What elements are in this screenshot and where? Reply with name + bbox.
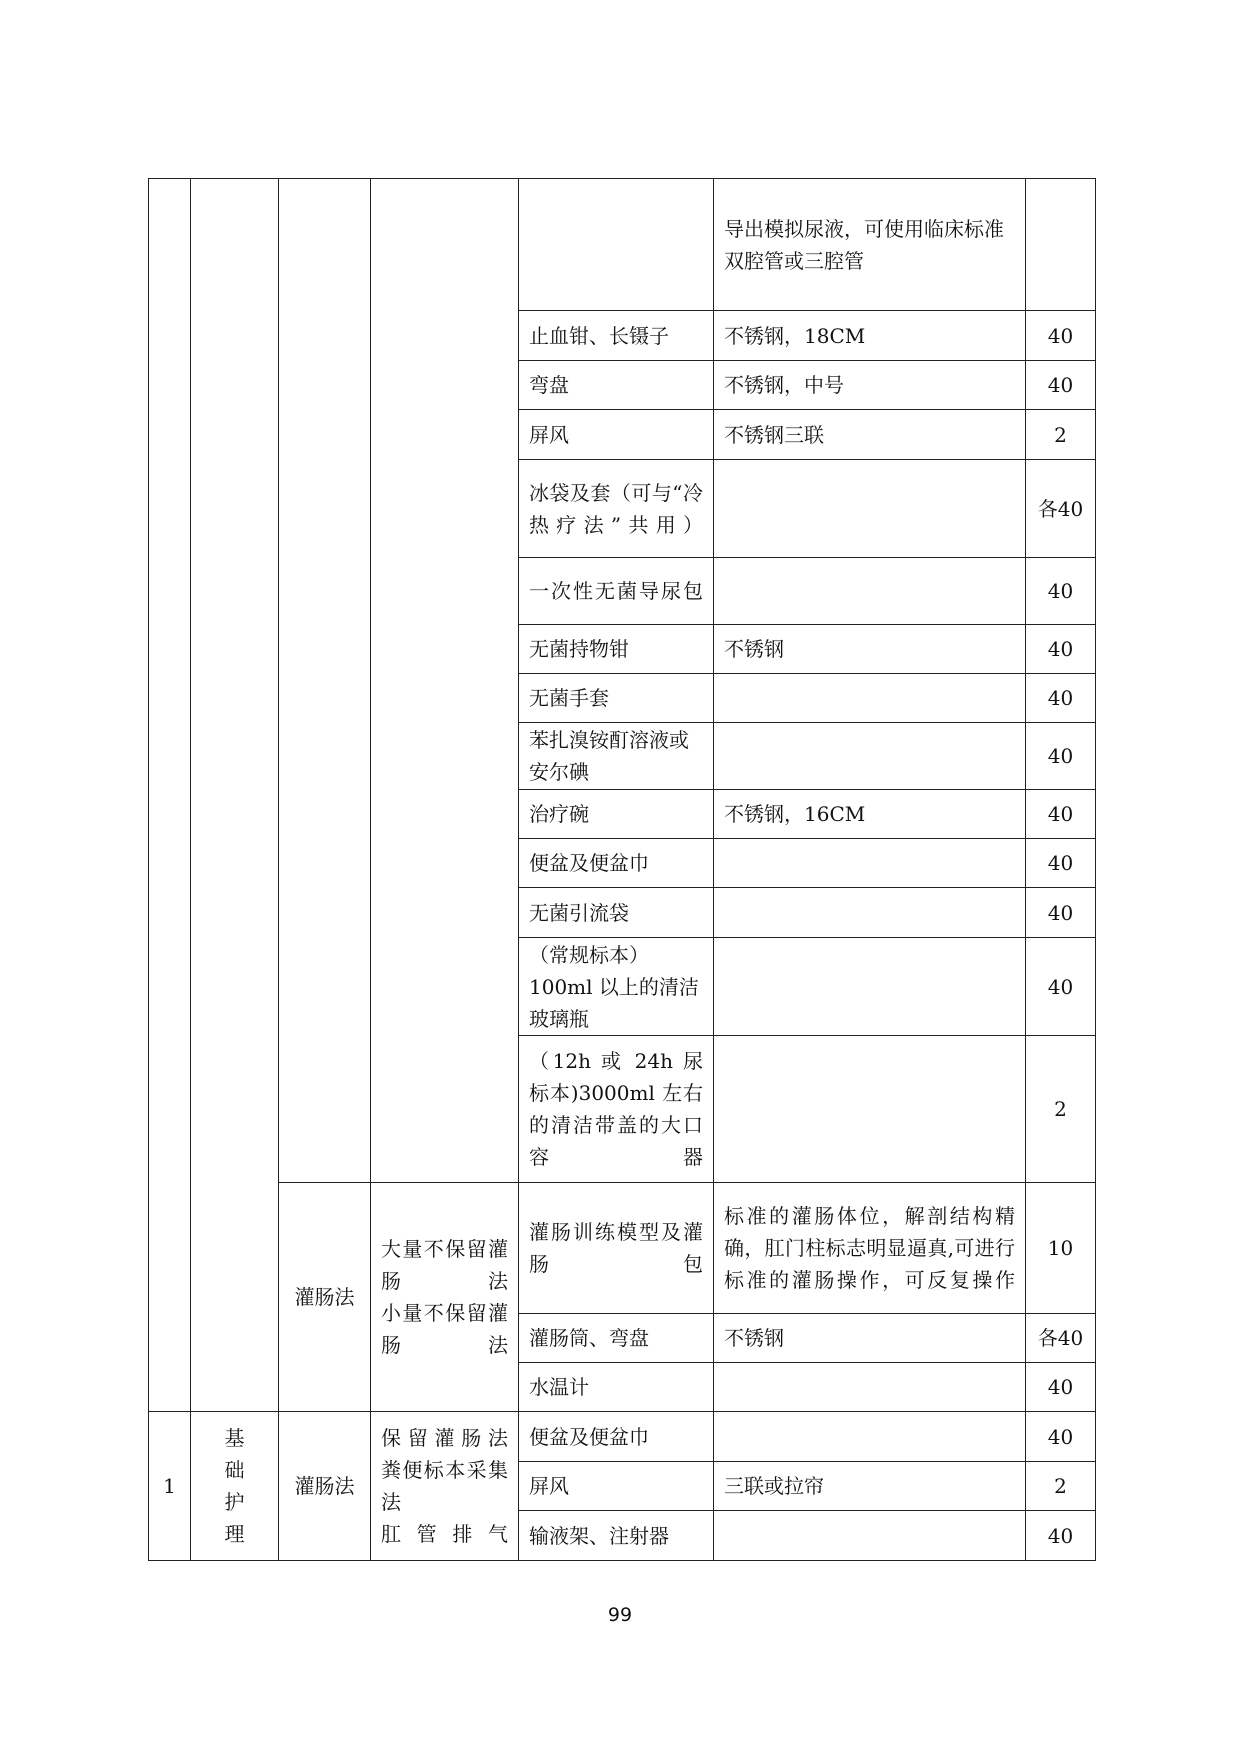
equipment-name: 无菌手套	[519, 674, 714, 723]
equipment-name: 水温计	[519, 1363, 714, 1412]
equipment-spec: 不锈钢，16CM	[714, 790, 1026, 839]
page-number: 99	[607, 1604, 633, 1626]
equipment-spec	[714, 460, 1026, 558]
equipment-qty: 40	[1026, 361, 1096, 410]
equipment-qty: 40	[1026, 938, 1096, 1036]
table-row	[149, 1183, 1096, 1314]
equipment-qty: 10	[1026, 1183, 1096, 1314]
equipment-spec: 不锈钢	[714, 1314, 1026, 1363]
equipment-name: （12h 或 24h 尿标本)3000ml 左右的清洁带盖的大口容器	[519, 1036, 714, 1183]
equipment-qty	[1026, 179, 1096, 311]
equipment-qty: 各40	[1026, 1314, 1096, 1363]
equipment-name: 无菌引流袋	[519, 888, 714, 938]
category-cell: 基 础 护 理	[191, 1412, 279, 1561]
equipment-qty: 2	[1026, 410, 1096, 460]
equipment-qty: 40	[1026, 723, 1096, 790]
equipment-qty: 40	[1026, 558, 1096, 625]
equipment-qty: 40	[1026, 311, 1096, 361]
equipment-name: 无菌持物钳	[519, 625, 714, 674]
project-cell: 灌肠法	[279, 1183, 371, 1412]
equipment-name: 苯扎溴铵酊溶液或安尔碘	[519, 723, 714, 790]
equipment-name: 冰袋及套（可与“冷热疗法”共用）	[519, 460, 714, 558]
equipment-name: 屏风	[519, 410, 714, 460]
equipment-qty: 2	[1026, 1462, 1096, 1511]
equipment-spec	[714, 938, 1026, 1036]
task-cell: 大量不保留灌肠法 小量不保留灌肠法	[371, 1183, 519, 1412]
equipment-spec	[714, 674, 1026, 723]
project-cell	[279, 179, 371, 1183]
equipment-qty: 40	[1026, 1412, 1096, 1462]
equipment-qty: 40	[1026, 625, 1096, 674]
equipment-spec	[714, 888, 1026, 938]
equipment-name: 屏风	[519, 1462, 714, 1511]
equipment-name: 灌肠训练模型及灌肠包	[519, 1183, 714, 1314]
equipment-spec	[714, 1363, 1026, 1412]
equipment-spec	[714, 723, 1026, 790]
equipment-spec: 不锈钢，18CM	[714, 311, 1026, 361]
equipment-qty: 40	[1026, 674, 1096, 723]
task-cell	[371, 179, 519, 1183]
equipment-spec: 三联或拉帘	[714, 1462, 1026, 1511]
index-cell: 1	[149, 1412, 191, 1561]
equipment-spec: 标准的灌肠体位，解剖结构精确，肛门柱标志明显逼真,可进行标准的灌肠操作，可反复操作	[714, 1183, 1026, 1314]
equipment-spec: 不锈钢三联	[714, 410, 1026, 460]
equipment-spec	[714, 1511, 1026, 1561]
equipment-name	[519, 179, 714, 311]
equipment-spec	[714, 1412, 1026, 1462]
equipment-name: 输液架、注射器	[519, 1511, 714, 1561]
table-row	[149, 179, 1096, 311]
equipment-name: 一次性无菌导尿包	[519, 558, 714, 625]
equipment-name: 弯盘	[519, 361, 714, 410]
category-cell	[191, 179, 279, 1412]
equipment-spec	[714, 558, 1026, 625]
equipment-qty: 40	[1026, 839, 1096, 888]
project-cell: 灌肠法	[279, 1412, 371, 1561]
index-cell	[149, 179, 191, 1412]
task-cell: 保留灌肠法 粪便标本采集法 肛管排气	[371, 1412, 519, 1561]
equipment-table	[148, 178, 1096, 1561]
equipment-spec: 导出模拟尿液，可使用临床标准双腔管或三腔管	[714, 179, 1026, 311]
equipment-qty: 2	[1026, 1036, 1096, 1183]
equipment-name: （常规标本）100ml 以上的清洁玻璃瓶	[519, 938, 714, 1036]
equipment-qty: 40	[1026, 888, 1096, 938]
equipment-name: 治疗碗	[519, 790, 714, 839]
equipment-name: 便盆及便盆巾	[519, 839, 714, 888]
table-row	[149, 1412, 1096, 1462]
equipment-spec	[714, 839, 1026, 888]
equipment-name: 灌肠筒、弯盘	[519, 1314, 714, 1363]
equipment-qty: 各40	[1026, 460, 1096, 558]
equipment-spec	[714, 1036, 1026, 1183]
equipment-qty: 40	[1026, 1511, 1096, 1561]
equipment-qty: 40	[1026, 790, 1096, 839]
equipment-qty: 40	[1026, 1363, 1096, 1412]
equipment-spec: 不锈钢，中号	[714, 361, 1026, 410]
equipment-name: 便盆及便盆巾	[519, 1412, 714, 1462]
equipment-spec: 不锈钢	[714, 625, 1026, 674]
equipment-name: 止血钳、长镊子	[519, 311, 714, 361]
